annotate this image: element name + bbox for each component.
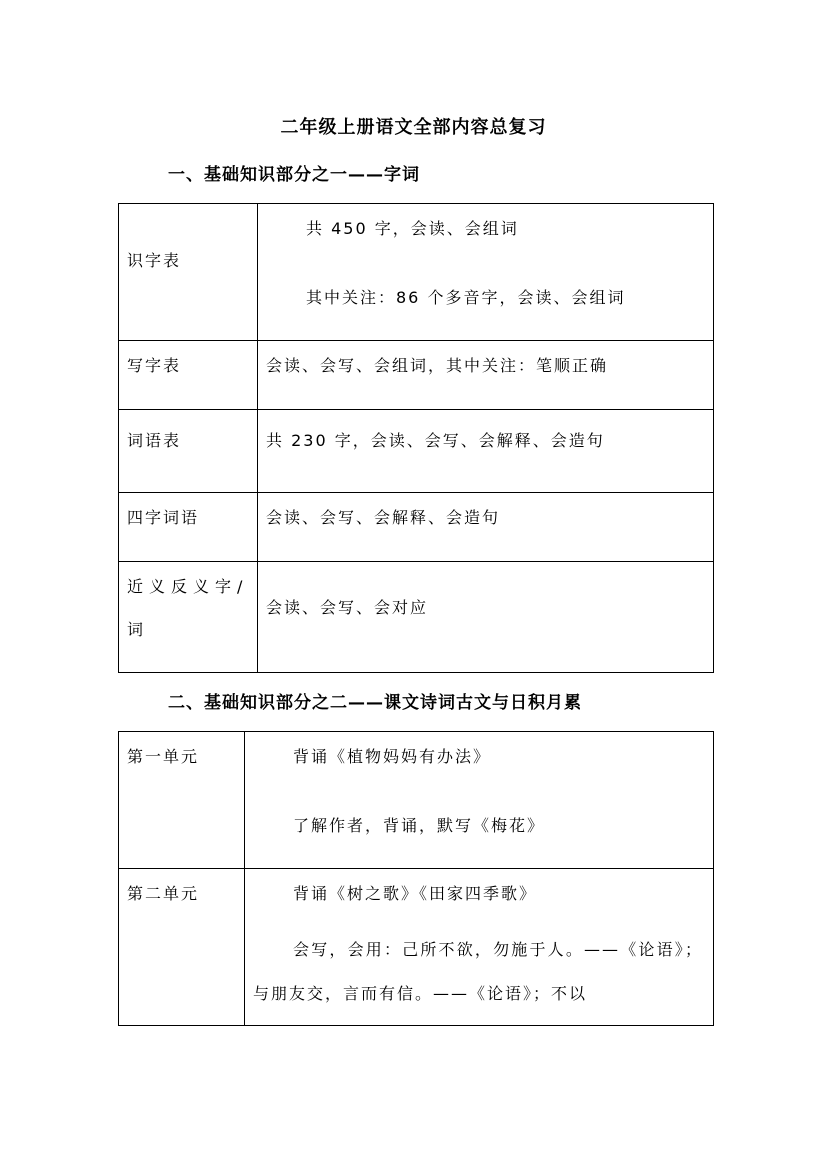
texts-table: [118, 731, 714, 1026]
row-content-cell: [258, 410, 714, 493]
content-line: 其中关注：86 个多音字，会读、会组词: [306, 288, 626, 307]
row-content-cell: [245, 869, 714, 1026]
row-content-cell: [258, 493, 714, 562]
row-label: 写字表: [127, 356, 182, 375]
row-label-cell: [119, 493, 258, 562]
row-content-cell: [258, 341, 714, 410]
row-label: 近义反义字/: [127, 577, 249, 596]
row-label: 四字词语: [127, 508, 200, 527]
table-row: [119, 732, 714, 869]
row-label-cell: [119, 341, 258, 410]
content-line: 背诵《植物妈妈有办法》: [293, 747, 492, 766]
section-heading-1: 一、基础知识部分之一——字词: [168, 165, 420, 185]
section-heading-2: 二、基础知识部分之二——课文诗词古文与日积月累: [168, 693, 582, 713]
content-line: 背诵《树之歌》《田家四季歌》: [293, 884, 538, 903]
table-row: [119, 869, 714, 1026]
row-label: 识字表: [127, 251, 182, 270]
row-label: 第二单元: [127, 884, 200, 903]
vocabulary-table: [118, 203, 714, 673]
row-content-cell: [258, 562, 714, 673]
row-label: 第一单元: [127, 747, 200, 766]
table-row: [119, 493, 714, 562]
row-label-cell: [119, 204, 258, 341]
row-label-cell: [119, 410, 258, 493]
content-line: 会读、会写、会组词，其中关注：笔顺正确: [266, 356, 609, 375]
content-line: 共 230 字，会读、会写、会解释、会造句: [266, 431, 605, 450]
content-line: 共 450 字，会读、会组词: [306, 219, 519, 238]
table-row: [119, 204, 714, 341]
table-row: [119, 341, 714, 410]
content-line: 了解作者，背诵，默写《梅花》: [293, 816, 546, 835]
row-label-cell: [119, 869, 245, 1026]
table-row: [119, 562, 714, 673]
content-paragraph: 会写，会用：己所不欲，勿施于人。——《论语》；与朋友交，言而有信。——《论语》；不以: [253, 940, 703, 1003]
row-label: 词: [127, 620, 146, 639]
row-label-cell: [119, 562, 258, 673]
row-content-cell: [245, 732, 714, 869]
document-title: 二年级上册语文全部内容总复习: [280, 117, 547, 138]
row-label: 词语表: [127, 431, 182, 450]
table-row: [119, 410, 714, 493]
content-line: 会读、会写、会对应: [266, 598, 429, 617]
row-content-cell: [258, 204, 714, 341]
row-label-cell: [119, 732, 245, 869]
content-line: 会读、会写、会解释、会造句: [266, 508, 501, 527]
